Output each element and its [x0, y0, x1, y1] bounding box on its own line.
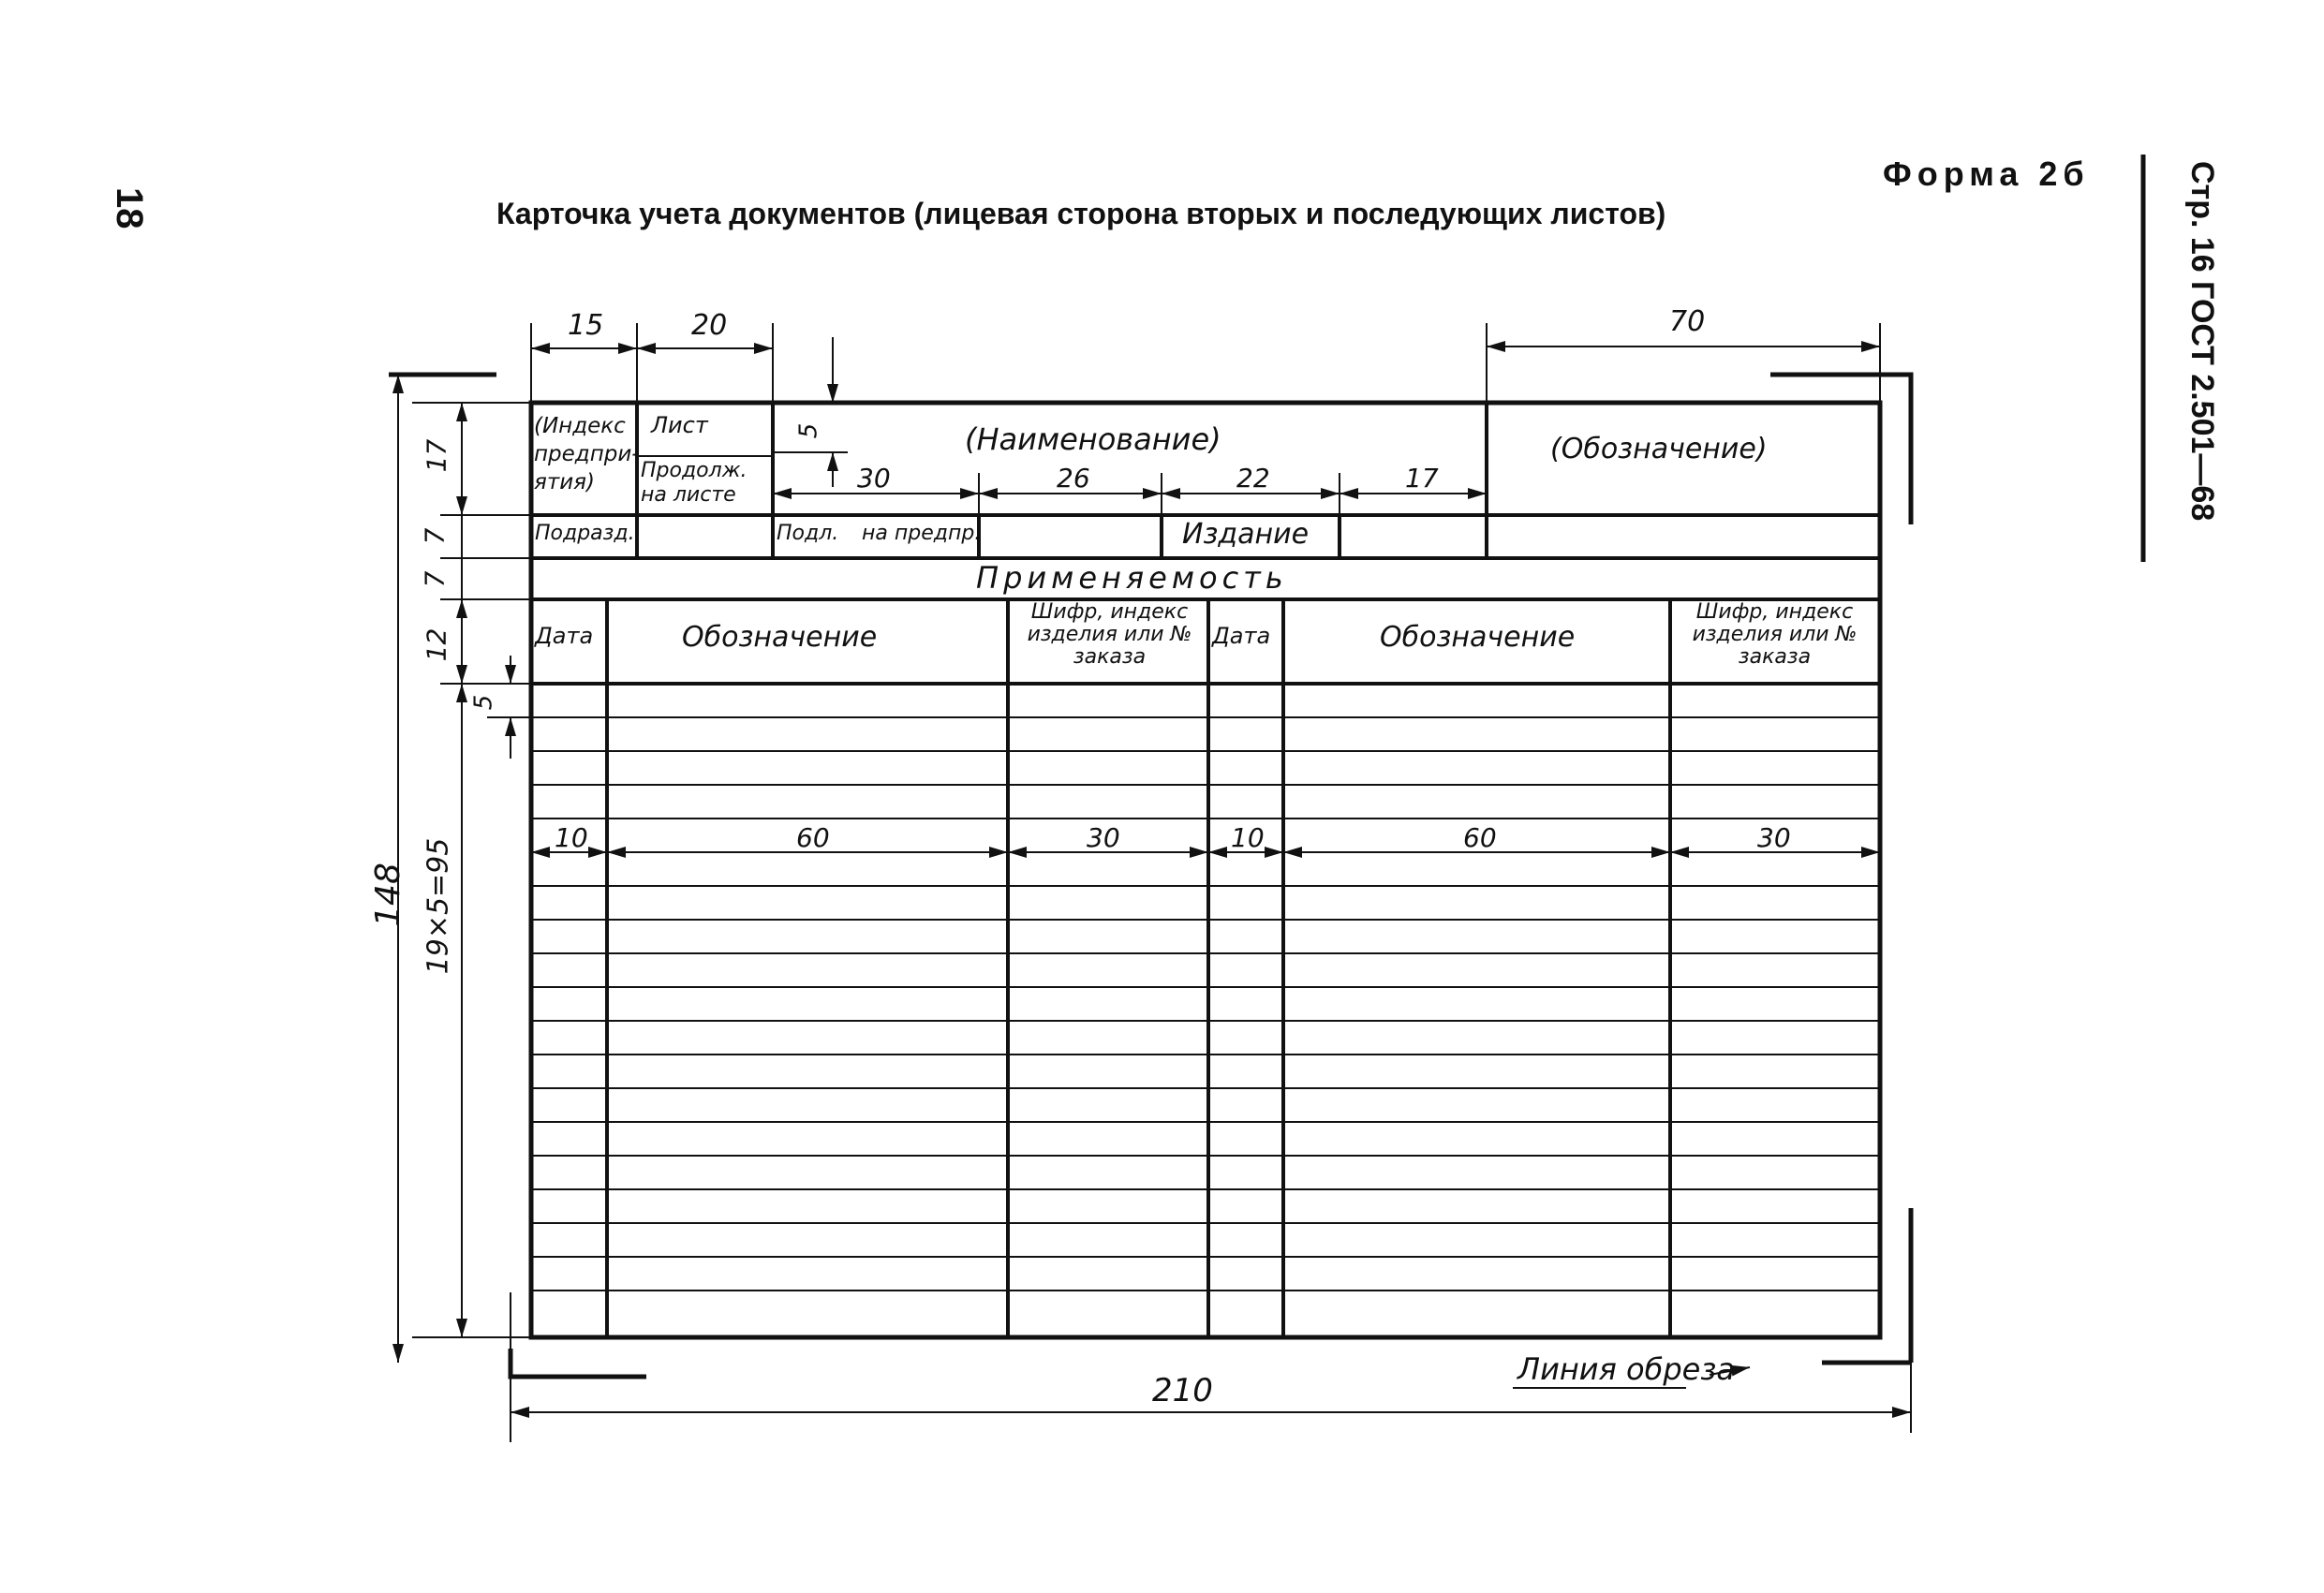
col-dim-60b: 60: [1463, 822, 1497, 853]
dim-19x5: 19×5=95: [422, 837, 455, 975]
dim-17-left: 17: [421, 438, 452, 473]
forma-label: Форма 2б: [1883, 155, 2090, 193]
liniya-obreza-label: Линия обреза: [1517, 1351, 1735, 1387]
dim-210: 210: [1152, 1372, 1213, 1409]
col-header-data-1: Дата: [535, 623, 594, 649]
dim-5-left: 5: [469, 694, 498, 711]
page-title: Карточка учета документов (лицевая сторона вторых и последующих листов): [496, 197, 1666, 230]
col-header-shifr-2: Шифр, индекс изделия или № заказа: [1692, 600, 1858, 669]
col-dim-10b: 10: [1231, 822, 1265, 853]
cell-podl: Подл.: [777, 522, 839, 545]
dim-15: 15: [568, 309, 604, 342]
col-header-oboznachenie-2: Обозначение: [1380, 621, 1576, 654]
col-dim-60a: 60: [796, 822, 830, 853]
dim-26: 26: [1057, 463, 1090, 494]
dim-20: 20: [691, 309, 728, 342]
cell-izdanie: Издание: [1182, 518, 1310, 551]
col-dim-30a: 30: [1087, 822, 1120, 853]
dim-7b: 7: [419, 570, 451, 588]
cell-naimenovanie: (Наименование): [965, 421, 1221, 457]
side-label: Стр. 16 ГОСТ 2.501—68: [2184, 161, 2220, 522]
col-dim-10a: 10: [555, 822, 588, 853]
page-number: 18: [109, 187, 150, 229]
cell-oboznachenie-top: (Обозначение): [1550, 433, 1768, 465]
col-header-oboznachenie-1: Обозначение: [682, 621, 878, 654]
cell-prodolzh: Продолж. на листе: [641, 459, 748, 507]
cell-primenyaemost: Применяемость: [976, 560, 1288, 596]
dim-22: 22: [1236, 463, 1270, 494]
dim-148: 148: [368, 863, 407, 927]
dim-7a: 7: [419, 527, 451, 545]
cell-podrazd: Подразд.: [535, 522, 635, 545]
dim-17-top: 17: [1405, 463, 1439, 494]
dim-30-top: 30: [857, 463, 891, 494]
col-dim-30b: 30: [1757, 822, 1791, 853]
dim-5-top: 5: [794, 422, 823, 439]
col-header-shifr-1: Шифр, индекс изделия или № заказа: [1027, 600, 1192, 669]
dim-70: 70: [1669, 305, 1706, 338]
cell-index: (Индекс предпри-ятия): [534, 414, 640, 494]
cell-na-predpr: на предпр.: [862, 522, 982, 545]
col-header-data-2: Дата: [1212, 623, 1271, 649]
dim-12: 12: [421, 627, 452, 662]
cell-list: Лист: [651, 412, 708, 438]
